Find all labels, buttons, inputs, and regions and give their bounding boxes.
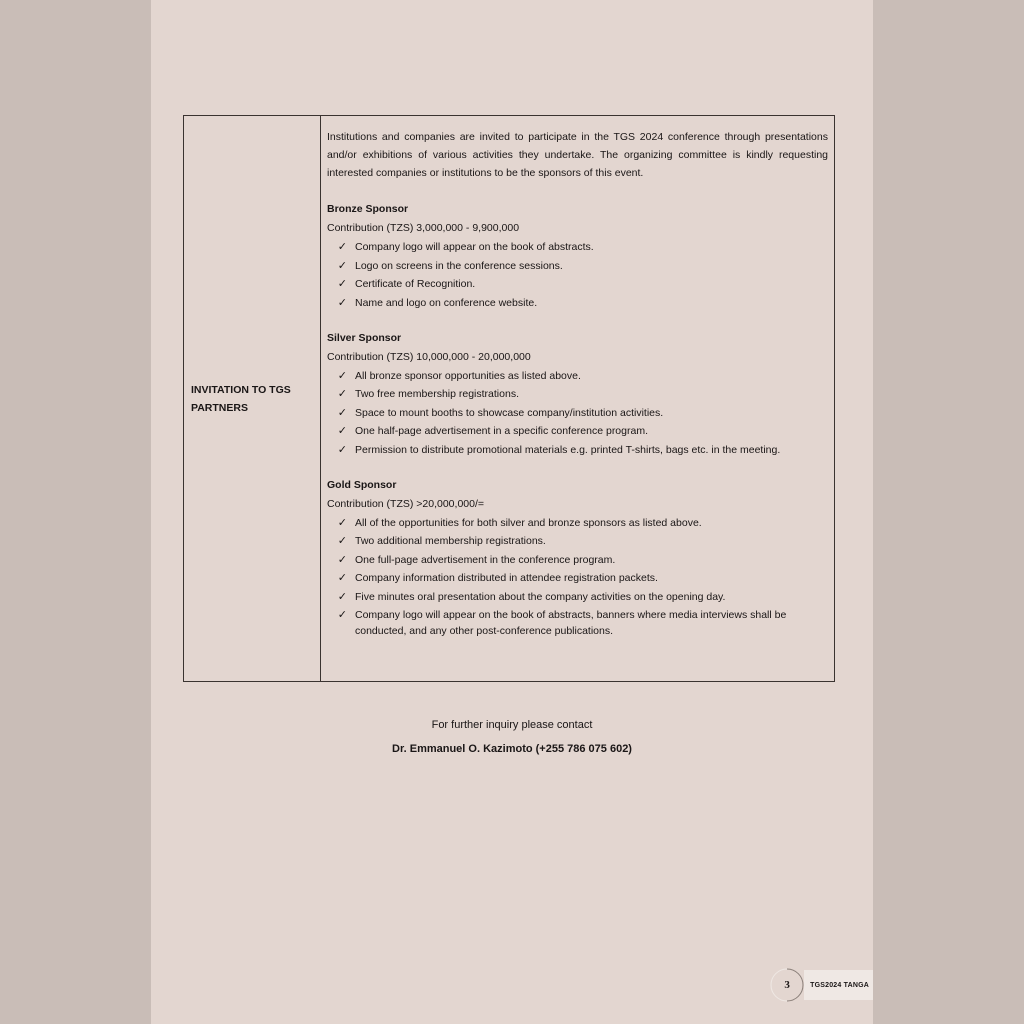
sponsor-tiers	[327, 200, 828, 639]
benefit-text: One full-page advertisement in the conference program.	[355, 553, 616, 566]
tier-name: Gold Sponsor	[327, 478, 397, 491]
benefit-text: All bronze sponsor opportunities as listed above.	[355, 369, 581, 382]
page-footer	[770, 968, 873, 1002]
benefit-item	[327, 386, 828, 402]
sponsor-tier	[327, 200, 828, 311]
page-number-badge	[770, 968, 804, 1002]
benefit-text: All of the opportunities for both silver and bronze sponsors as listed above.	[355, 516, 702, 529]
benefit-text: Five minutes oral presentation about the company activities on the opening day.	[355, 590, 726, 603]
benefit-text: Company logo will appear on the book of abstracts.	[355, 241, 594, 253]
tier-name: Bronze Sponsor	[327, 203, 409, 215]
benefit-list	[327, 368, 828, 458]
checkmark-icon: ✓	[337, 406, 347, 419]
checkmark-icon: ✓	[337, 443, 347, 456]
section-title: INVITATION TO TGS PARTNERS	[191, 383, 291, 414]
benefit-text: Company information distributed in attendee registration packets.	[355, 572, 658, 584]
benefit-item	[327, 239, 828, 255]
checkmark-icon: ✓	[337, 278, 347, 290]
checkmark-icon: ✓	[337, 590, 347, 603]
sponsorship-table	[183, 115, 835, 682]
checkmark-icon: ✓	[337, 388, 347, 400]
benefit-text: Two additional membership registrations.	[355, 535, 546, 547]
benefit-item	[327, 258, 828, 274]
intro-paragraph: Institutions and companies are invited to participate in the TGS 2024 conference through presentations and/or exhibitions of various activities they undertake. The organizing committee is kindly requesting interested companies or institutions to be the sponsors of this event.	[327, 131, 828, 179]
tier-contribution: Contribution (TZS) 10,000,000 - 20,000,000	[327, 350, 531, 363]
checkmark-icon: ✓	[337, 425, 347, 437]
benefit-item	[327, 405, 828, 421]
checkmark-icon: ✓	[337, 553, 347, 566]
benefit-text: Logo on screens in the conference sessions.	[355, 259, 563, 272]
benefit-list	[327, 239, 828, 311]
footer-label: TGS2024 TANGA	[804, 970, 873, 1000]
page-number: 3	[784, 979, 790, 991]
benefit-item	[327, 570, 828, 586]
contact-prompt: For further inquiry please contact	[431, 719, 593, 731]
checkmark-icon: ✓	[337, 241, 347, 253]
checkmark-icon: ✓	[337, 369, 347, 382]
checkmark-icon: ✓	[337, 516, 347, 529]
benefit-item	[327, 533, 828, 549]
benefit-item	[327, 607, 828, 639]
benefit-text: Name and logo on conference website.	[355, 296, 538, 309]
benefit-text: Company logo will appear on the book of abstracts, banners where media interviews shall be conducted, and any other post-conference publications.	[355, 609, 787, 637]
section-cell	[184, 116, 321, 681]
benefit-item	[327, 552, 828, 568]
benefit-text: One half-page advertisement in a specific conference program.	[355, 425, 648, 437]
benefit-item	[327, 515, 828, 531]
tier-contribution: Contribution (TZS) >20,000,000/=	[327, 497, 485, 510]
tier-contribution: Contribution (TZS) 3,000,000 - 9,900,000	[327, 222, 520, 234]
contact-person: Dr. Emmanuel O. Kazimoto (+255 786 075 602)	[392, 743, 632, 755]
benefit-item	[327, 295, 828, 311]
checkmark-icon: ✓	[337, 259, 347, 272]
benefit-text: Permission to distribute promotional materials e.g. printed T-shirts, bags etc. in the meeting.	[355, 443, 781, 456]
benefit-item	[327, 442, 828, 458]
benefit-list	[327, 515, 828, 640]
sponsor-tier	[327, 329, 828, 458]
benefit-item	[327, 589, 828, 605]
checkmark-icon: ✓	[337, 609, 347, 621]
benefit-item	[327, 368, 828, 384]
contact-block	[151, 716, 873, 758]
benefit-item	[327, 276, 828, 292]
checkmark-icon: ✓	[337, 535, 347, 547]
benefit-text: Certificate of Recognition.	[355, 278, 476, 290]
sponsor-tier	[327, 476, 828, 640]
benefit-text: Space to mount booths to showcase company/institution activities.	[355, 406, 664, 419]
tier-name: Silver Sponsor	[327, 331, 402, 344]
checkmark-icon: ✓	[337, 296, 347, 309]
content-cell	[321, 116, 834, 681]
checkmark-icon: ✓	[337, 572, 347, 584]
benefit-text: Two free membership registrations.	[355, 388, 519, 400]
benefit-item	[327, 423, 828, 439]
document-page	[151, 0, 873, 1024]
